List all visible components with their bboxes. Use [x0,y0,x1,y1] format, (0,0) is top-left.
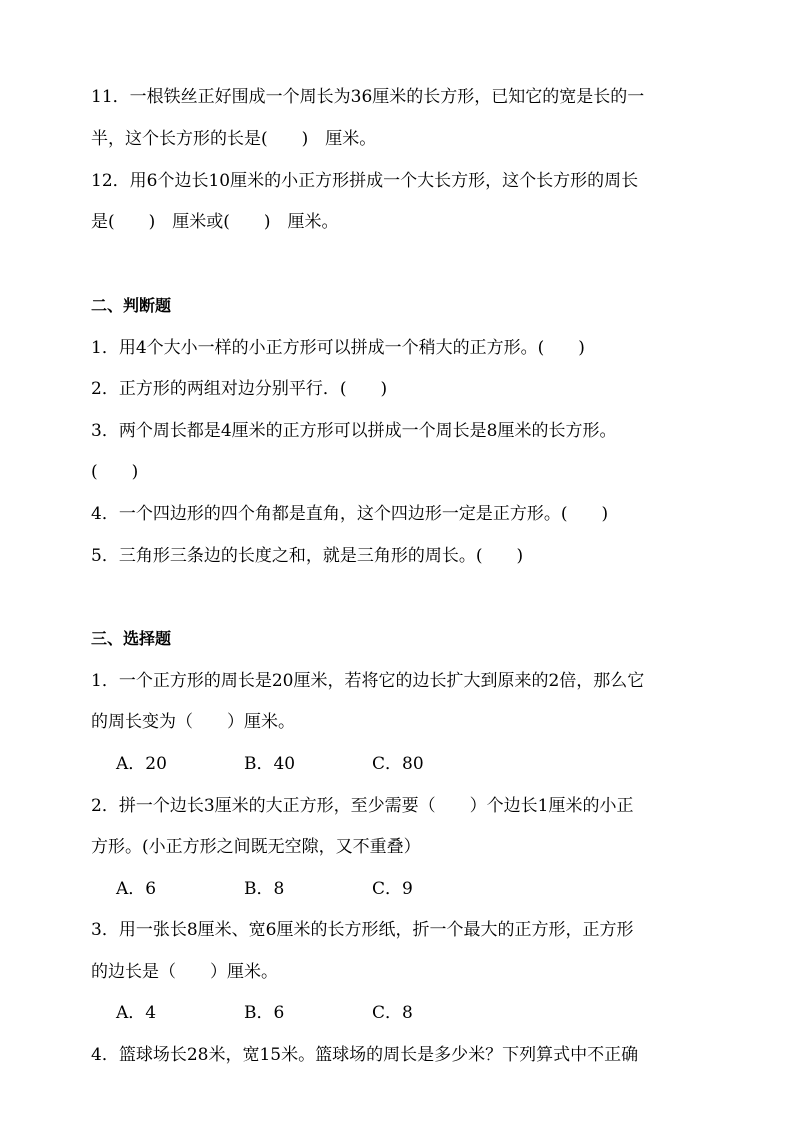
choice-question-1-line-1: 1．一个正方形的周长是20厘米，若将它的边长扩大到原来的2倍，那么它 [91,671,645,691]
option-c: C．80 [372,754,424,774]
question-11-line-1: 11．一根铁丝正好围成一个周长为36厘米的长方形，已知它的宽是长的一 [91,87,645,107]
choice-question-4-line-1: 4．篮球场长28米，宽15米。篮球场的周长是多少米？下列算式中不正确 [91,1045,639,1065]
judge-question-5: 5．三角形三条边的长度之和，就是三角形的周长。( ) [91,546,524,566]
judge-question-1: 1．用4个大小一样的小正方形可以拼成一个稍大的正方形。( ) [91,338,585,358]
judge-question-2: 2．正方形的两组对边分别平行．( ) [91,379,388,399]
choice-question-2-line-2: 方形。(小正方形之间既无空隙，又不重叠） [91,837,421,857]
option-c: C．8 [372,1003,413,1023]
option-a: A．4 [116,1003,157,1023]
option-c: C．9 [372,879,413,899]
question-11-line-2: 半，这个长方形的长是( ) 厘米。 [91,129,377,149]
choice-question-3-line-1: 3．用一张长8厘米、宽6厘米的长方形纸，折一个最大的正方形，正方形 [91,920,634,940]
choice-question-1-line-2: 的周长变为（ ）厘米。 [91,712,295,732]
option-b: B．8 [244,879,285,899]
choice-question-2-line-1: 2．拼一个边长3厘米的大正方形，至少需要（ ）个边长1厘米的小正 [91,796,634,816]
judge-question-3: 3．两个周长都是4厘米的正方形可以拼成一个周长是8厘米的长方形。 [91,421,617,441]
choice-question-3-line-2: 的边长是（ ）厘米。 [91,962,278,982]
option-b: B．40 [244,754,296,774]
question-12-line-1: 12．用6个边长10厘米的小正方形拼成一个大长方形，这个长方形的周长 [91,171,639,191]
judge-question-4: 4．一个四边形的四个角都是直角，这个四边形一定是正方形。( ) [91,504,609,524]
option-a: A．20 [116,754,167,774]
section-judge-heading: 二、判断题 [91,296,172,315]
judge-question-3-bracket: ( ) [91,462,139,482]
option-b: B．6 [244,1003,285,1023]
option-a: A．6 [116,879,157,899]
question-12-line-2: 是( ) 厘米或( ) 厘米。 [91,212,339,232]
section-choice-heading: 三、选择题 [91,629,172,648]
